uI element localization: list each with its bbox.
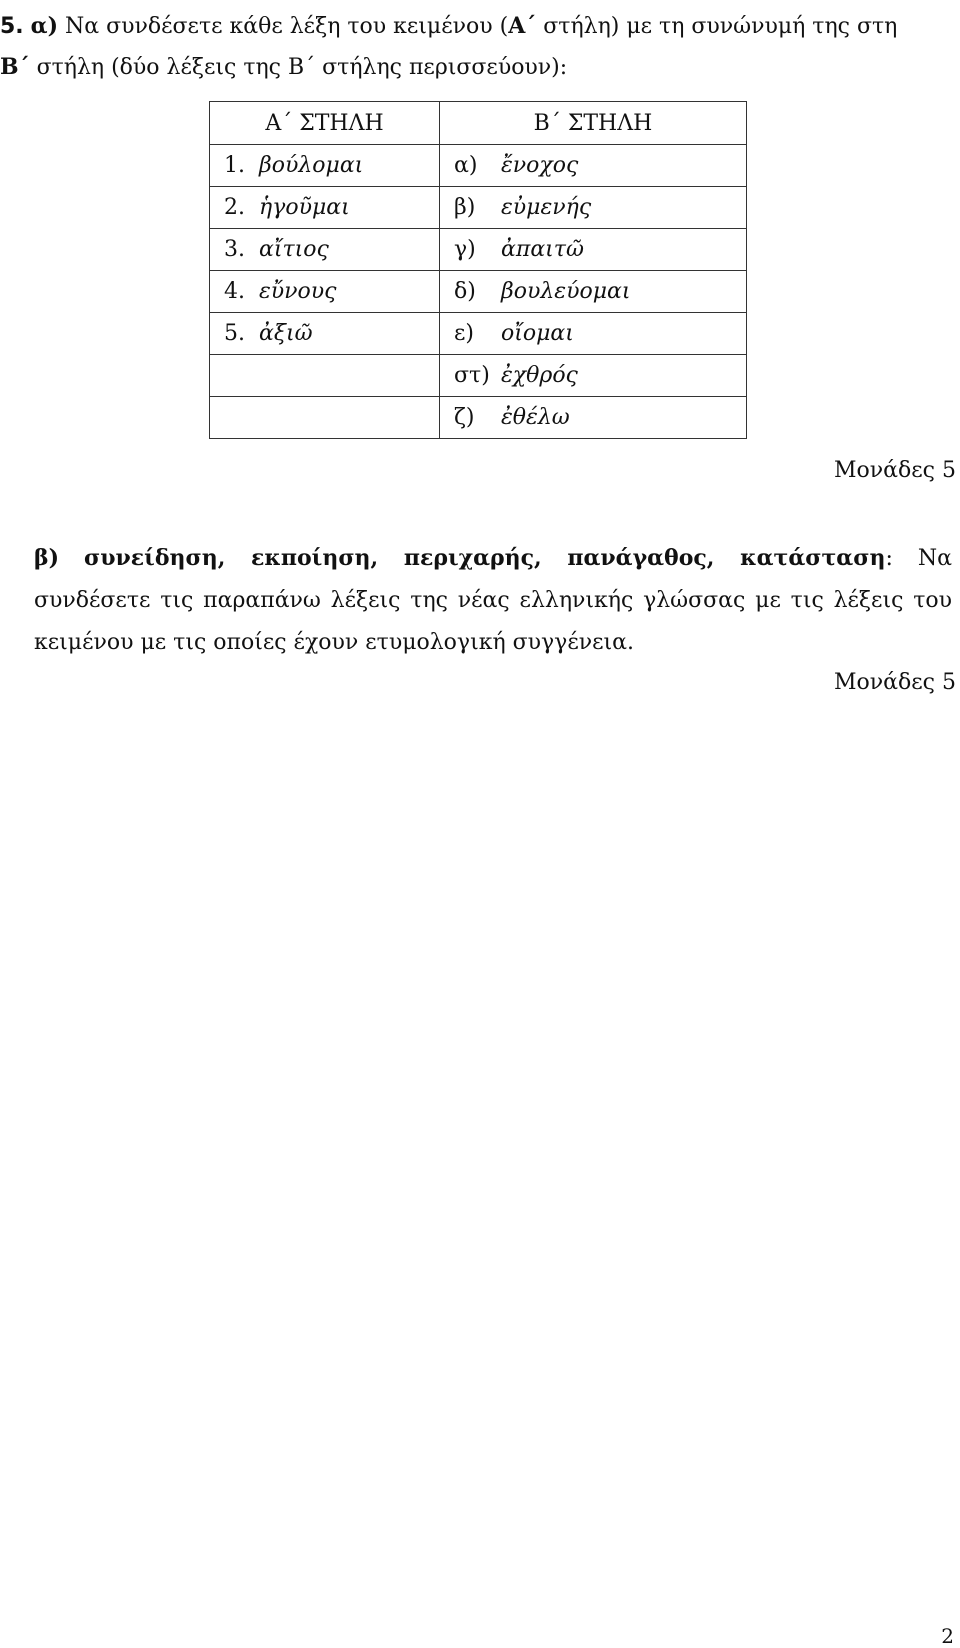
cell-column-b <box>440 145 747 187</box>
table-row <box>210 313 747 355</box>
item-label: στ) <box>454 363 490 388</box>
instruction-part-3: στήλη (δύο λέξεις της Β΄ στήλης περισσεύουν): <box>36 55 568 80</box>
word-column-b: εὐμενής <box>501 195 592 220</box>
cell-column-b <box>440 355 747 397</box>
matching-table <box>209 101 747 439</box>
table-header-row <box>210 102 747 145</box>
item-label: ε) <box>454 321 474 346</box>
cell-column-a-empty <box>210 355 440 397</box>
page-number: 2 <box>941 1624 954 1648</box>
item-number: 1. <box>224 153 245 178</box>
cell-column-b <box>440 397 747 439</box>
question-5-part-a <box>0 6 950 88</box>
part-b-label: β) <box>34 545 60 571</box>
item-number: 4. <box>224 279 245 304</box>
cell-column-a <box>210 187 440 229</box>
word-column-b: ἀπαιτῶ <box>501 237 584 262</box>
part-b-instruction: Να συνδέσετε τις παραπάνω λέξεις της νέας ελληνικής γλώσσας με τις λέξεις του κειμένου με τις οποίες έχουν ετυμολογική συγγένεια. <box>34 546 952 655</box>
column-b-reference: Β΄ <box>0 54 30 80</box>
cell-column-b <box>440 229 747 271</box>
column-a-reference: Α΄ <box>508 13 537 39</box>
item-label: γ) <box>454 237 476 262</box>
item-label: ζ) <box>454 405 475 430</box>
table-row <box>210 355 747 397</box>
cell-column-a-empty <box>210 397 440 439</box>
table-row <box>210 187 747 229</box>
part-b-words: συνείδηση, εκποίηση, περιχαρής, πανάγαθος, κατάσταση <box>84 545 886 571</box>
item-label: δ) <box>454 279 476 304</box>
cell-column-a <box>210 229 440 271</box>
word-column-a: ἀξιῶ <box>259 321 313 346</box>
points-part-a: Μονάδες 5 <box>834 458 956 483</box>
item-number: 5. <box>224 321 245 346</box>
word-column-b: ἐθέλω <box>501 405 570 430</box>
word-column-b: ἔνοχος <box>501 153 579 178</box>
table-row <box>210 145 747 187</box>
header-column-a: Α΄ ΣΤΗΛΗ <box>210 102 440 145</box>
cell-column-a <box>210 145 440 187</box>
table-row <box>210 397 747 439</box>
cell-column-b <box>440 313 747 355</box>
word-column-a: εὔνους <box>259 279 337 304</box>
cell-column-a <box>210 313 440 355</box>
question-5-part-b <box>34 537 952 664</box>
word-column-a: βούλομαι <box>259 153 364 178</box>
cell-column-a <box>210 271 440 313</box>
word-column-b: ἐχθρός <box>501 363 578 388</box>
part-a-label: α) <box>30 13 59 39</box>
header-column-b: Β΄ ΣΤΗΛΗ <box>440 102 747 145</box>
question-number: 5. <box>0 14 24 39</box>
table-row <box>210 229 747 271</box>
item-number: 3. <box>224 237 245 262</box>
word-column-b: οἴομαι <box>501 321 574 346</box>
cell-column-b <box>440 271 747 313</box>
instruction-part-2: στήλη) με τη συνώνυμή της στη <box>543 14 898 39</box>
points-part-b: Μονάδες 5 <box>834 670 956 695</box>
table-row <box>210 271 747 313</box>
word-column-b: βουλεύομαι <box>501 279 631 304</box>
instruction-part-1: Να συνδέσετε κάθε λέξη του κειμένου ( <box>65 14 509 39</box>
cell-column-b <box>440 187 747 229</box>
item-label: β) <box>454 195 476 220</box>
word-column-a: ἡγοῦμαι <box>259 195 350 220</box>
item-label: α) <box>454 153 478 178</box>
word-column-a: αἴτιος <box>259 237 329 262</box>
item-number: 2. <box>224 195 245 220</box>
part-b-colon: : <box>885 546 893 571</box>
